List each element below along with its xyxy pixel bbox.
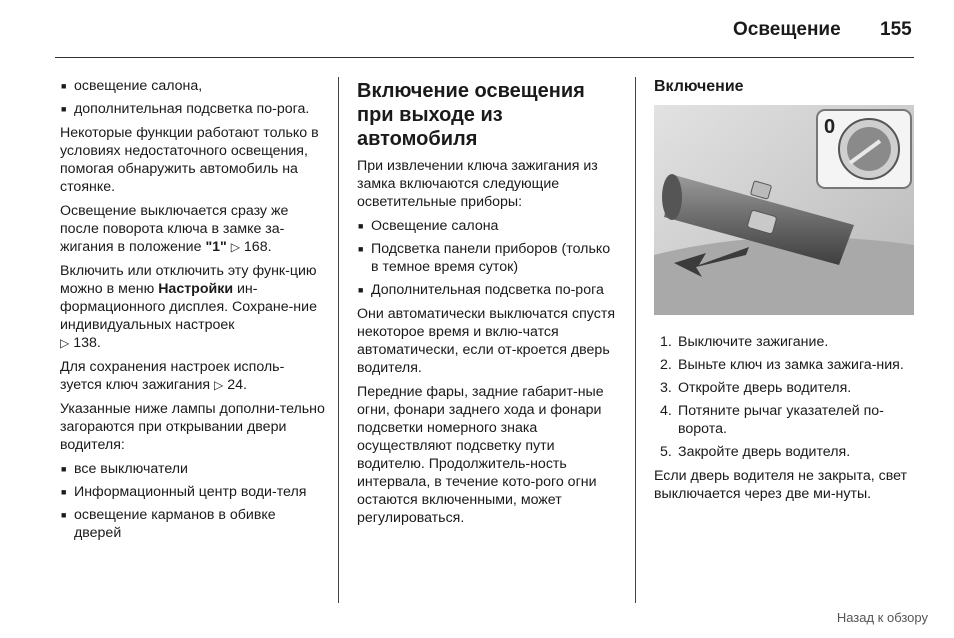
paragraph: Если дверь водителя не закрыта, свет выключается через две ми-нуты. [654, 468, 907, 502]
section-heading: Включение освещения при выходе из автомобиля [357, 80, 585, 150]
paragraph: Они автоматически выключатся спустя некоторое время и вклю-чатся автоматически, если от-кроется дверь водителя. [357, 306, 616, 376]
step-item: 5. Закройте дверь водителя. [660, 444, 851, 460]
reference-arrow-icon: ▷ [60, 336, 70, 350]
paragraph: Некоторые функции работают только в условиях недостаточного освещения, помогая обнаружить автомобиль на стоянке. [60, 125, 319, 195]
dial-position-label: 0 [824, 116, 836, 138]
bullet-list-1 [60, 77, 325, 118]
list-item: ■ Подсветка панели приборов (только в темное время суток) [357, 240, 619, 276]
steps-list [654, 333, 916, 461]
section-title: Освещение [733, 19, 841, 40]
column-3 [654, 77, 916, 509]
step-item: 3. Откройте дверь водителя. [660, 380, 852, 396]
back-to-overview-link[interactable]: Назад к обзору [836, 610, 928, 625]
paragraph: Для сохранения настроек исполь-зуется ключ зажигания ▷ 24. [60, 359, 285, 393]
paragraph: При извлечении ключа зажигания из замка включаются следующие осветительные приборы: [357, 158, 598, 210]
list-item: ■ освещение карманов в обивке дверей [60, 506, 325, 542]
paragraph: Включить или отключить эту функ-цию можно в меню Настройки ин-формационного дисплея. Сохране-ние индивидуальных настроек ▷ 138. [60, 263, 317, 351]
reference-arrow-icon: ▷ [214, 378, 224, 392]
page-reference[interactable]: 168. [243, 239, 272, 255]
page-reference[interactable]: 24. [227, 377, 247, 393]
paragraph: Освещение выключается сразу же после поворота ключа в замке за-жигания в положение "1" ▷ 168. [60, 203, 289, 255]
page-reference[interactable]: 138. [73, 335, 101, 351]
column-2 [357, 79, 619, 533]
lever-illustration [654, 105, 914, 315]
bullet-list [357, 217, 619, 299]
column-1 [60, 77, 325, 548]
paragraph: Указанные ниже лампы дополни-тельно загораются при открывании двери водителя: [60, 401, 325, 453]
column-divider-1 [338, 77, 339, 603]
header-rule [55, 57, 914, 58]
paragraph: Передние фары, задние габарит-ные огни, фонари заднего хода и фонари подсветки номерного знака осуществляют подсветку пути водителю. Продолжитель-ность интервала, в течение кото-рого огни остаются включенными, может регулироваться. [357, 384, 604, 526]
list-item: ■ Информационный центр води-теля [60, 483, 325, 501]
list-item: ■ освещение салона, [60, 77, 325, 95]
step-item: 2. Выньте ключ из замка зажига-ния. [660, 357, 904, 373]
menu-name: Настройки [158, 281, 234, 297]
step-item: 1. Выключите зажигание. [660, 334, 829, 350]
column-divider-2 [635, 77, 636, 603]
turn-signal-lever-image [654, 105, 914, 315]
list-item: ■ Освещение салона [357, 217, 619, 235]
key-position: "1" [205, 239, 227, 255]
subsection-heading: Включение [654, 78, 744, 95]
list-item: ■ Дополнительная подсветка по-рога [357, 281, 619, 299]
step-item: 4. Потяните рычаг указателей по-ворота. [660, 403, 884, 437]
bullet-list-2 [60, 460, 325, 542]
page-number: 155 [880, 19, 912, 40]
list-item: ■ дополнительная подсветка по-рога. [60, 100, 325, 118]
list-item: ■ все выключатели [60, 460, 325, 478]
reference-arrow-icon: ▷ [230, 240, 240, 254]
